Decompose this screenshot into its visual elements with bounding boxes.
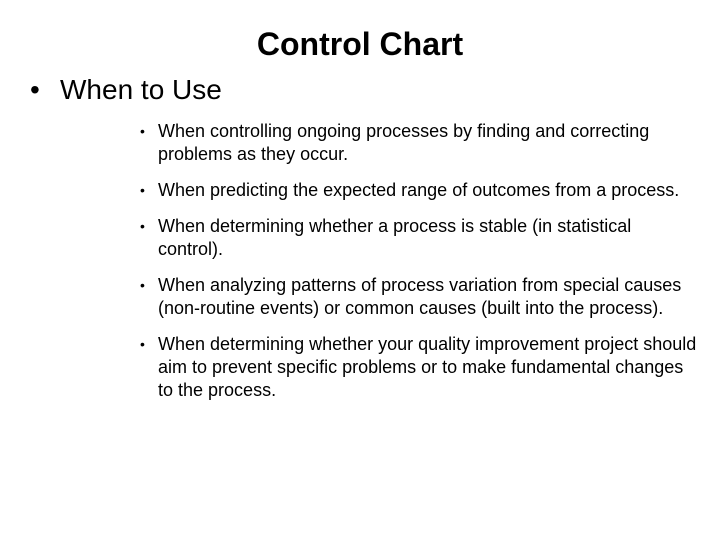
list-item: [140, 333, 700, 402]
bullet-icon: •: [140, 123, 145, 139]
bullet-icon: •: [140, 218, 145, 234]
list-item-text: When determining whether a process is stable (in statistical control).: [158, 216, 632, 259]
bullet-icon: •: [140, 277, 145, 293]
list-item: [140, 215, 700, 261]
heading-text: When to Use: [60, 74, 222, 105]
heading-bullet: •: [30, 74, 40, 105]
list-item: [140, 120, 700, 166]
bullet-icon: •: [140, 182, 145, 198]
list-item: [140, 274, 700, 320]
bullet-icon: •: [140, 336, 145, 352]
list-item: [140, 179, 700, 202]
list-item-text: When determining whether your quality improvement project should aim to prevent specific problems or to make fundamental changes to the process.: [158, 334, 697, 400]
section-heading: [30, 72, 222, 108]
list-item-text: When analyzing patterns of process variation from special causes (non-routine events) or common causes (built into the process).: [158, 275, 682, 318]
list-item-text: When predicting the expected range of outcomes from a process.: [158, 180, 680, 200]
slide-title: [0, 24, 720, 64]
slide-title-text: Control Chart: [256, 26, 464, 62]
bullet-list: [140, 120, 700, 415]
list-item-text: When controlling ongoing processes by finding and correcting problems as they occur.: [158, 121, 650, 164]
